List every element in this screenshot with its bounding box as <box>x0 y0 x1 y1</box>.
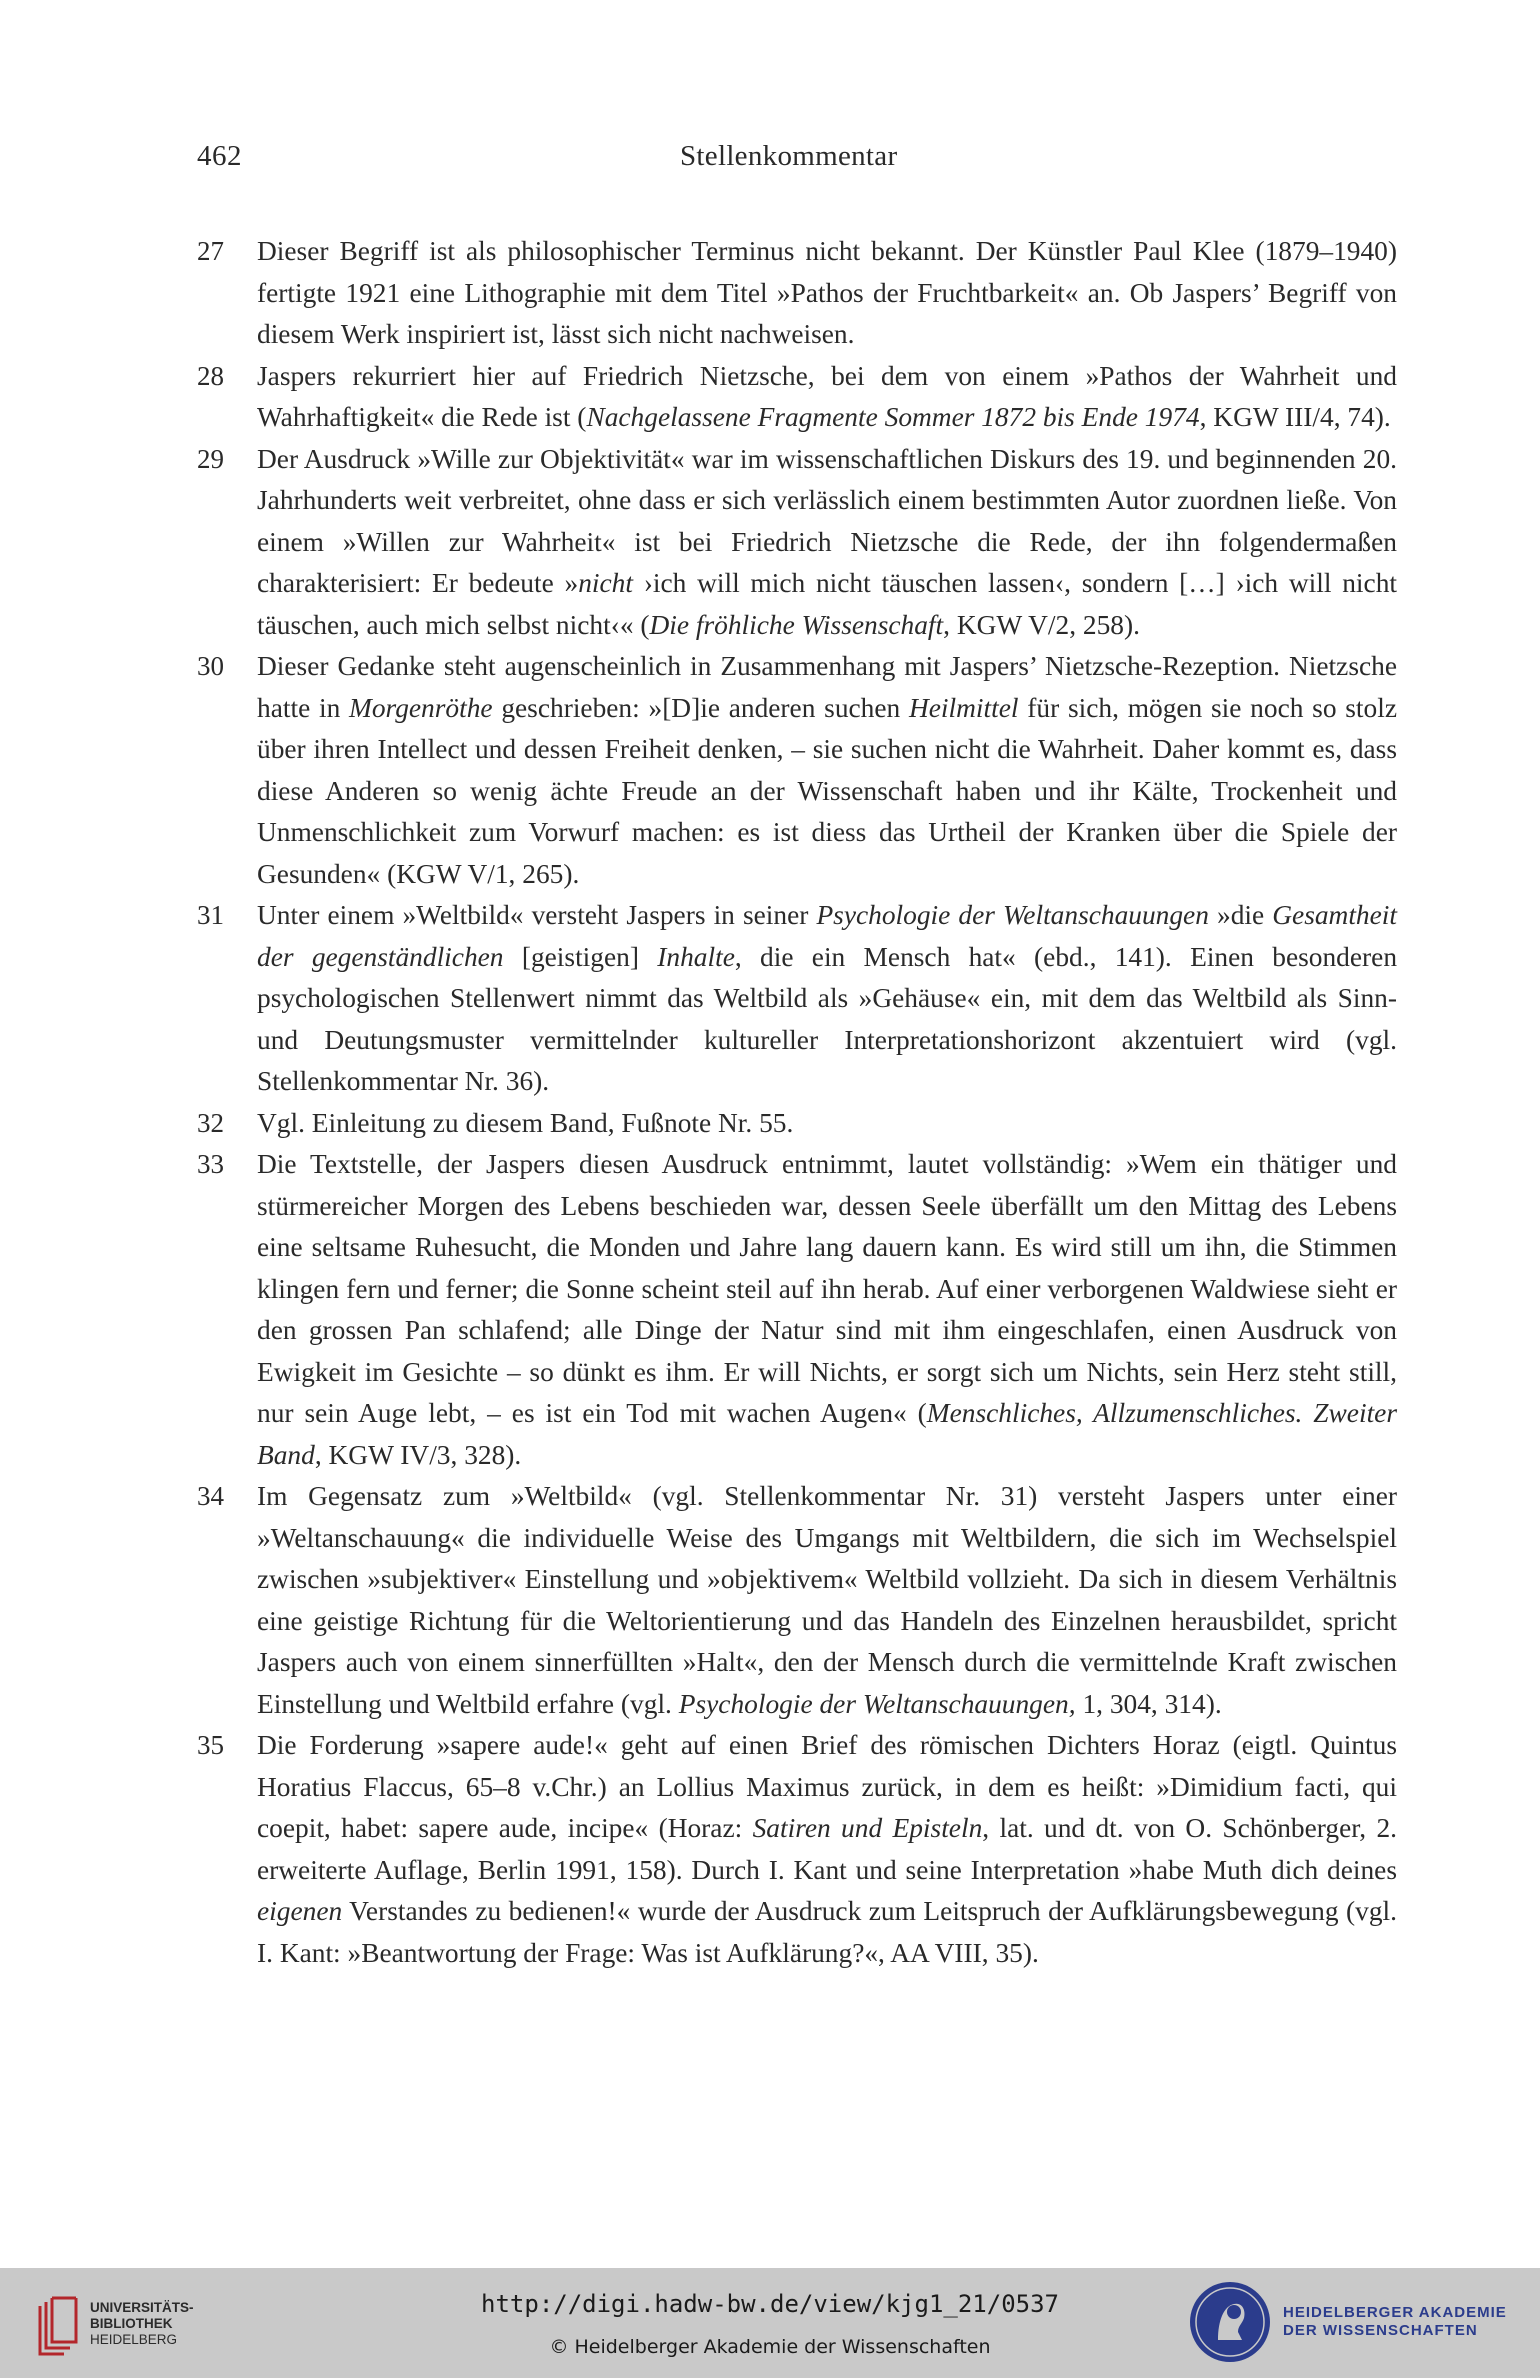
commentary-note <box>197 231 1397 356</box>
commentary-notes <box>197 231 1397 1974</box>
note-text: Im Gegensatz zum »Weltbild« (vgl. Stellenkommentar Nr. 31) versteht Jaspers unter einer »Weltanschauung« die individuelle Weise des Umgangs mit Weltbildern, die sich im Wechselspiel zwischen »subjektiver« Einstellung und »objektivem« Weltbild vollzieht. Da sich in diesem Verhältnis eine geistige Richtung für die Weltorientierung und das Handeln des Einzelnen herausbildet, spricht Jaspers auch von einem sinnerfüllten »Halt«, den der Mensch durch die vermittelnde Kraft zwischen Einstellung und Weltbild erfahre (vgl. Psychologie der Weltanschauungen, 1, 304, 314). <box>257 1481 1397 1719</box>
library-line-1: UNIVERSITÄTS- <box>90 2300 194 2315</box>
academy-seal-icon <box>1188 2280 1272 2364</box>
library-line-3: HEIDELBERG <box>90 2332 178 2347</box>
commentary-note <box>197 1476 1397 1725</box>
commentary-note <box>197 1725 1397 1974</box>
note-number: 31 <box>197 900 224 930</box>
commentary-note <box>197 895 1397 1103</box>
note-number: 32 <box>197 1107 224 1138</box>
commentary-note <box>197 439 1397 647</box>
note-text: Dieser Gedanke steht augenscheinlich in Zusammenhang mit Jaspers’ Nietzsche-Rezeption. Nietzsche hatte in Morgenröthe geschrieben: »[D]ie anderen suchen Heilmittel für sich, mögen sie noch so stolz über ihren Intellect und dessen Freiheit denken, – sie suchen nicht die Wahrheit. Daher kommt es, dass diese Anderen so wenig ächte Freude an der Wissenschaft haben und ihr Kälte, Trockenheit und Unmenschlichkeit zum Vorwurf machen: es ist diess das Urtheil der Kranken über die Spiele der Gesunden« (KGW V/1, 265). <box>257 651 1398 889</box>
note-text: Dieser Begriff ist als philosophischer Terminus nicht bekannt. Der Künstler Paul Klee (1879–1940) fertigte 1921 eine Lithographie mit dem Titel »Pathos der Fruchtbarkeit« an. Ob Jaspers’ Begriff von diesem Werk inspiriert ist, lässt sich nicht nachweisen. <box>257 236 1397 349</box>
permalink-url[interactable]: http://digi.hadw-bw.de/view/kjg1_21/0537 <box>481 2290 1059 2318</box>
note-text: Vgl. Einleitung zu diesem Band, Fußnote Nr. 55. <box>257 1107 794 1138</box>
academy-name <box>1283 2304 1507 2340</box>
note-text: Unter einem »Weltbild« versteht Jaspers in seiner Psychologie der Weltanschauungen »die Gesamtheit der gegenständlichen [geistigen] Inhalte, die ein Mensch hat« (ebd., 141). Einen besonderen psychologischen Stellenwert nimmt das Weltbild als »Gehäuse« ein, mit dem das Weltbild als Sinn- und Deutungsmuster vermittelnder kultureller Interpretationshorizont akzentuiert wird (vgl. Stellenkommentar Nr. 36). <box>257 900 1398 1096</box>
note-number: 28 <box>197 360 224 391</box>
note-number: 29 <box>197 443 224 474</box>
copyright-notice: © Heidelberger Akademie der Wissenschaften <box>549 2336 991 2358</box>
commentary-note <box>197 646 1397 895</box>
commentary-note <box>197 356 1397 439</box>
commentary-note <box>197 1144 1397 1476</box>
academy-line-1: HEIDELBERGER AKADEMIE <box>1283 2304 1507 2321</box>
note-number: 30 <box>197 651 224 681</box>
note-number: 34 <box>197 1481 224 1511</box>
commentary-note <box>197 1103 1397 1145</box>
academy-line-2: DER WISSENSCHAFTEN <box>1283 2322 1478 2339</box>
footer-bar <box>0 2268 1540 2378</box>
note-text: Die Forderung »sapere aude!« geht auf einen Brief des römischen Dichters Horaz (eigtl. Quintus Horatius Flaccus, 65–8 v.Chr.) an Lollius Maximus zurück, in dem es heißt: »Dimidium facti, qui coepit, habet: sapere aude, incipe« (Horaz: Satiren und Episteln, lat. und dt. von O. Schönberger, 2. erweiterte Auflage, Berlin 1991, 158). Durch I. Kant und seine Interpretation »habe Muth dich deines eigenen Verstandes zu bedienen!« wurde der Ausdruck zum Leitspruch der Aufklärungsbewegung (vgl. I. Kant: »Beantwortung der Frage: Was ist Aufklärung?«, AA VIII, 35). <box>257 1730 1397 1968</box>
note-number: 35 <box>197 1730 224 1760</box>
library-line-2: BIBLIOTHEK <box>90 2316 173 2331</box>
page-header <box>197 140 1397 184</box>
page-number: 462 <box>197 140 242 172</box>
running-head: Stellenkommentar <box>680 140 898 172</box>
note-number: 27 <box>197 236 224 266</box>
note-number: 33 <box>197 1149 224 1179</box>
note-text: Die Textstelle, der Jaspers diesen Ausdruck entnimmt, lautet vollständig: »Wem ein thätiger und stürmereicher Morgen des Lebens beschieden war, dessen Seele überfällt um den Mittag des Lebens eine seltsame Ruhesucht, die Monden und Jahre lang dauern kann. Es wird still um ihn, die Stimmen klingen fern und ferner; die Sonne scheint steil auf ihn herab. Auf einer verborgenen Waldwiese sieht er den grossen Pan schlafend; alle Dinge der Natur sind mit ihm eingeschlafen, einen Ausdruck von Ewigkeit im Gesichte – so dünkt es ihm. Er will Nichts, er sorgt sich um Nichts, sein Herz steht still, nur sein Auge lebt, – es ist ein Tod mit wachen Augen« (Menschliches, Allzumenschliches. Zweiter Band, KGW IV/3, 328). <box>257 1149 1397 1470</box>
note-text: Jaspers rekurriert hier auf Friedrich Nietzsche, bei dem von einem »Pathos der Wahrheit und Wahrhaftigkeit« die Rede ist (Nachgelassene Fragmente Sommer 1872 bis Ende 1974, KGW III/4, 74). <box>257 360 1397 432</box>
note-text: Der Ausdruck »Wille zur Objektivität« war im wissenschaftlichen Diskurs des 19. und beginnenden 20. Jahrhunderts weit verbreitet, ohne dass er sich verlässlich einem bestimmten Autor zuordnen ließe. Von einem »Willen zur Wahrheit« ist bei Friedrich Nietzsche die Rede, der ihn folgendermaßen charakterisiert: Er bedeute »nicht ›ich will mich nicht täuschen lassen‹, sondern […] ›ich will nicht täuschen, auch mich selbst nicht‹« (Die fröhliche Wissenschaft, KGW V/2, 258). <box>257 443 1397 640</box>
